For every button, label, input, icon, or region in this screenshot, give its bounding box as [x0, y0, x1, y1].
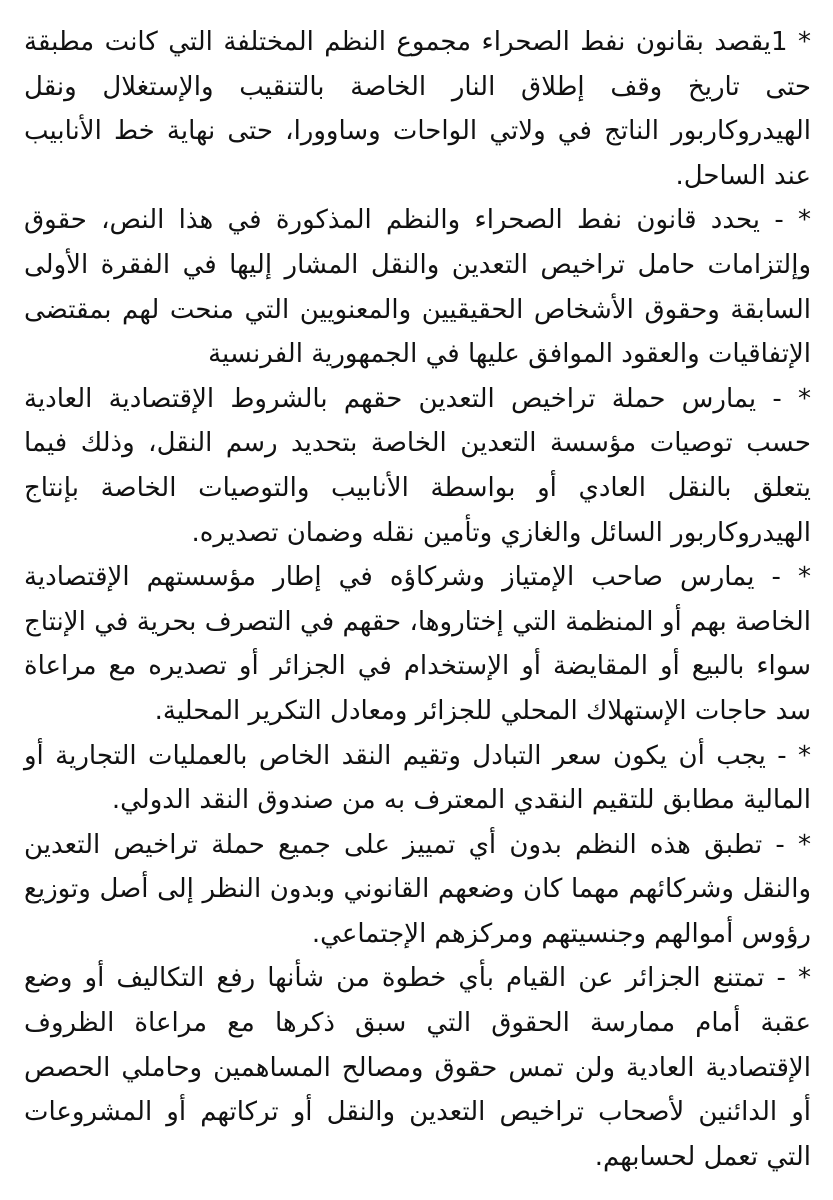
paragraph-saharan-oil-law-definition: * 1يقصد بقانون نفط الصحراء مجموع النظم المختلفة التي كانت مطبقة حتى تاريخ وقف إطلاق النار الخاصة بالتنقيب والإستغلال ونقل الهيدروكاربور الناتج في ولاتي الواحات وساوورا، حتى نهاية خط الأنابيب عند الساحل.	[24, 27, 811, 191]
paragraph-mining-license-holders: * - يمارس حملة تراخيص التعدين حقهم بالشروط الإقتصادية العادية حسب توصيات مؤسسة التعدين الخاصة بتحديد رسم النقل، وذلك فيما يتعلق بالنقل العادي أو بواسطة الأنابيب والتوصيات الخاصة بإنتاج الهيدروكاربور السائل والغازي وتأمين نقله وضمان تصديره.	[24, 383, 811, 548]
paragraph-exchange-rate: * - يجب أن يكون سعر التبادل وتقيم النقد الخاص بالعمليات التجارية أو المالية مطابق للتقيم النقدي المعترف به من صندوق النقد الدولي.	[24, 740, 811, 816]
paragraph-algeria-commitment: * - تمتنع الجزائر عن القيام بأي خطوة من شأنها رفع التكاليف أو وضع عقبة أمام ممارسة الحقوق التي سبق ذكرها مع مراعاة الظروف الإقتصادية العادية ولن تمس حقوق ومصالح المساهمين وحاملي الحصص أو الدائنين لأصحاب تراخيص التعدين والنقل أو تركاتهم أو المشروعات التي تعمل لحسابهم.	[24, 963, 811, 1172]
paragraph-concession-holder-rights: * - يمارس صاحب الإمتياز وشركاؤه في إطار مؤسستهم الإقتصادية الخاصة بهم أو المنظمة التي إختاروها، حقهم في التصرف بحرية في الإنتاج سواء بالبيع أو المقايضة أو الإستخدام في الجزائر أو تصديره مع مراعاة سد حاجات الإستهلاك المحلي للجزائر ومعادل التكرير المحلية.	[24, 562, 811, 726]
paragraph-non-discrimination: * - تطبق هذه النظم بدون أي تمييز على جميع حملة تراخيص التعدين والنقل وشركائهم مهما كان وضعهم القانوني وبدون النظر إلى أصل وتوزيع رؤوس أموالهم وجنسيتهم ومركزهم الإجتماعي.	[24, 829, 811, 949]
paragraph-rights-obligations: * - يحدد قانون نفط الصحراء والنظم المذكورة في هذا النص، حقوق وإلتزامات حامل تراخيص التعدين والنقل المشار إليها في الفقرة الأولى السابقة وحقوق الأشخاص الحقيقيين والمعنويين التي منحت لهم بمقتضى الإتفاقيات والعقود الموافق عليها في الجمهورية الفرنسية	[24, 205, 811, 370]
